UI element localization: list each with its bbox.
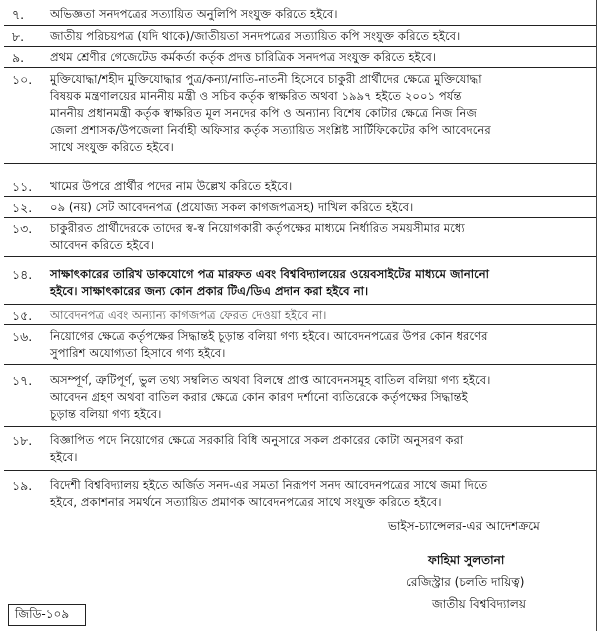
item-text-line: মাননীয় প্রধানমন্ত্রী কর্তৃক স্বাক্ষরিত মূল সনদের কপি ও অন্যান্য বিশেষ কোটার ক্ষেত্রে নিজ নিজ [50,106,477,120]
item-number: ১৫. [12,308,33,323]
list-item-17 [4,372,596,423]
list-item-12 [4,199,596,216]
row-divider [4,364,596,365]
signatory-name: ফাহিমা সুলতানা [428,553,505,567]
row-divider [4,256,596,257]
item-text-line: চাকুরীরত প্রার্থীদেরকে তাদের স্ব-স্ব নিয়োগকারী কর্তৃপক্ষের মাধ্যমে নির্ধারিত সময়সীমার মধ্যে [50,221,465,235]
item-text-line: সাথে সংযুক্ত করিতে হইবে। [50,140,174,154]
signatory-institution: জাতীয় বিশ্ববিদ্যালয় [432,597,526,611]
item-text-line: প্রথম শ্রেণীর গেজেটেড কর্মকর্তা কর্তৃক প্রদত্ত চারিত্রিক সনদপত্র সংযুক্ত করিতে হইবে। [50,50,437,64]
item-text-line: নিয়োগের ক্ষেত্রে কর্তৃপক্ষের সিদ্ধান্তই চূড়ান্ত বলিয়া গণ্য হইবে। আবেদনপত্রের উপর কোন ধরণের [50,329,488,343]
item-text-line: ০৯ (নয়) সেট আবেদনপত্র (প্রযোজ্য সকল কাগজপত্রসহ) দাখিল করিতে হইবে। [50,200,414,214]
list-item-8 [4,28,596,45]
item-text-line: বিজ্ঞাপিত পদে নিয়োগের ক্ষেত্রে সরকারি বিধি অনুসারে সকল প্রকারের কোটা অনুসরণ করা [50,433,464,447]
item-number: ১০. [12,72,33,87]
list-item-16 [4,328,596,362]
item-number: ১১. [12,179,33,194]
item-text-line: বিদেশী বিশ্ববিদ্যালয় হইতে অর্জিত সনদ-এর সমতা নিরূপণ সনদ আবেদনপত্রের সাথে জমা দিতে [50,478,488,492]
list-item-11 [4,178,596,195]
item-text-line: হইবে, প্রকাশনার সমর্থনে সত্যায়িত প্রমাণক আবেদনপত্রের সাথে সংযুক্ত করিতে হইবে। [50,495,442,509]
row-divider [4,196,596,197]
row-divider [4,46,596,47]
item-text-line: অভিজ্ঞতা সনদপত্রের সত্যায়িত অনুলিপি সংযুক্ত করিতে হইবে। [50,7,338,21]
item-number: ৯. [12,50,25,65]
order-line: ভাইস-চ্যান্সেলর-এর আদেশক্রমে [388,519,540,533]
row-divider [4,25,596,26]
item-text-line: আবেদন গ্রহণ অথবা বাতিল করার ক্ষেত্রে কোন কারণ দর্শানো ব্যতিরেকে কর্তৃপক্ষের সিদ্ধান্তই [50,390,468,404]
row-divider [4,67,596,68]
page-border [596,0,597,631]
list-item-18 [4,432,596,466]
document-code: জিডি-১০৯ [8,604,86,626]
item-text-line: হইবে। সাক্ষাৎকারের জন্য কোন প্রকার টিএ/ডিএ প্রদান করা হইবে না। [50,284,369,298]
signatory-designation: রেজিস্ট্রার (চলতি দায়িত্ব) [406,575,525,589]
item-text-line: চূড়ান্ত বলিয়া গণ্য হইবে। [50,407,162,421]
row-divider [4,304,596,305]
list-item-7 [4,6,596,23]
row-divider [4,163,596,164]
item-text-line: জাতীয় পরিচয়পত্র (যদি থাকে)/জাতীয়তা সনদপত্রের সত্যায়িত কপি সংযুক্ত করিতে হইবে। [50,29,461,43]
item-number: ৮. [12,29,25,44]
item-number: ১৯. [12,478,33,493]
item-text-line: আবেদনপত্র এবং অন্যান্য কাগজপত্র ফেরত দেওয়া হইবে না। [50,308,327,322]
row-divider [4,324,596,325]
item-text-line: বিষয়ক মন্ত্রণালয়ের মাননীয় মন্ত্রী ও সচিব কর্তৃক স্বাক্ষরিত অথবা ১৯৯৭ হইতে ২০০১ পর্যন্ত [50,89,462,103]
item-text-line: অসম্পূর্ণ, ত্রুটিপূর্ণ, ভুল তথ্য সম্বলিত অথবা বিলম্বে প্রাপ্ত আবেদনসমূহ বাতিল বলিয়া গণ্য হইবে। [50,373,491,387]
item-text-line: সাক্ষাৎকারের তারিখ ডাকযোগে পত্র মারফত এবং বিশ্ববিদ্যালয়ের ওয়েবসাইটের মাধ্যমে জানানো [50,267,490,281]
list-item-10 [4,71,596,156]
list-item-13 [4,220,596,254]
item-number: ৭. [12,7,25,22]
item-number: ১২. [12,200,33,215]
item-text-line: খামের উপরে প্রার্থীর পদের নাম উল্লেখ করিতে হইবে। [50,179,293,193]
item-number: ১৮. [12,433,33,448]
item-text-line: আবেদন করিতে হইবে। [50,238,155,252]
item-text-line: সুপারিশ অযোগ্যতা হিসাবে গণ্য হইবে। [50,346,226,360]
row-divider [4,470,596,471]
list-item-19 [4,477,596,511]
item-text-line: জেলা প্রশাসক/উপজেলা নির্বাহী অফিসার কর্তৃক সত্যায়িত সংশ্লিষ্ট সার্টিফিকেটের কপি আবেদনের [50,123,491,137]
row-divider [4,217,596,218]
list-item-15 [4,307,596,324]
item-number: ১৬. [12,329,33,344]
item-text-line: মুক্তিযোদ্ধা/শহীদ মুক্তিযোদ্ধার পুত্র/কন্যা/নাতি-নাতনী হিসেবে চাকুরী প্রার্থীদের ক্ষেত্রে মুক্তিযোদ্ধা [50,72,482,86]
row-divider [4,426,596,427]
item-number: ১৭. [12,373,33,388]
item-text-line: হইবে। [50,450,78,464]
item-number: ১৩. [12,221,33,236]
list-item-9 [4,49,596,66]
item-number: ১৪. [12,267,33,282]
list-item-14 [4,266,596,300]
